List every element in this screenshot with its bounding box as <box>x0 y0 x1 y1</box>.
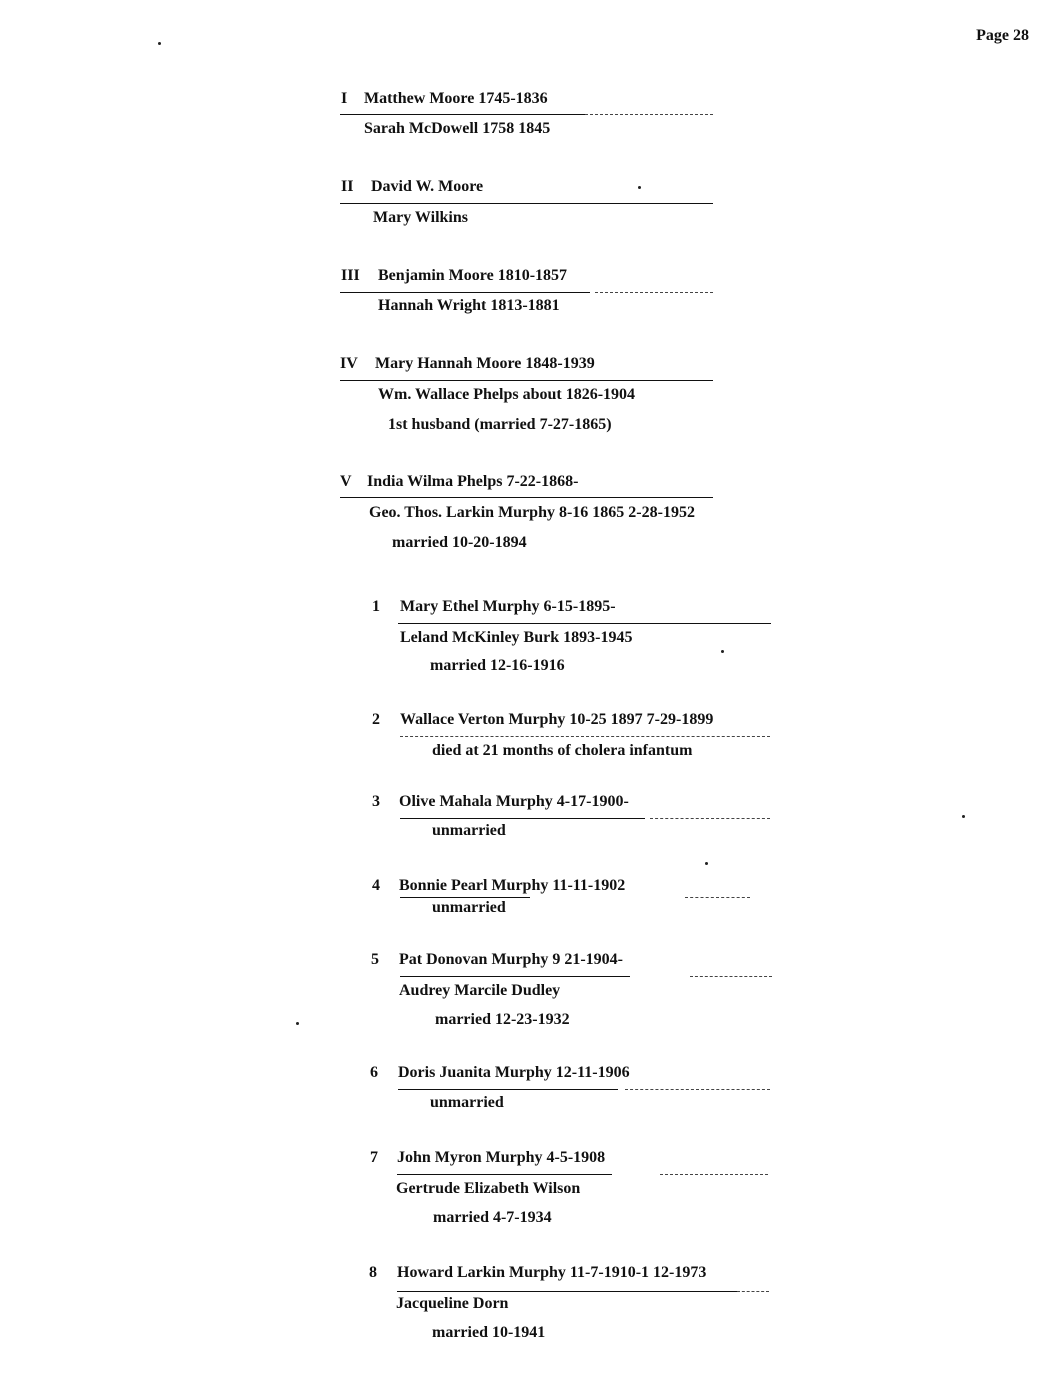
spouse-name: Geo. Thos. Larkin Murphy 8-16 1865 2-28-1952 <box>369 504 695 521</box>
scan-speck <box>705 862 708 865</box>
child-number: 6 <box>370 1064 378 1081</box>
marriage-note: 1st husband (married 7-27-1865) <box>388 416 612 433</box>
divider-line <box>625 1089 770 1090</box>
divider-line <box>595 292 713 293</box>
child-name: Howard Larkin Murphy 11-7-1910-1 12-1973 <box>397 1264 707 1281</box>
scan-speck <box>721 650 724 653</box>
marriage-note: married 12-23-1932 <box>435 1011 570 1028</box>
divider-line <box>690 976 772 977</box>
page-number: Page 28 <box>976 27 1029 44</box>
ancestor-name: David W. Moore <box>371 178 484 195</box>
spouse-name: Gertrude Elizabeth Wilson <box>396 1180 581 1197</box>
child-name: John Myron Murphy 4-5-1908 <box>397 1149 606 1166</box>
child-name: Olive Mahala Murphy 4-17-1900- <box>399 793 629 810</box>
child-number: 1 <box>372 598 380 615</box>
divider-line <box>340 114 585 115</box>
death-note: died at 21 months of cholera infantum <box>432 742 693 759</box>
ancestor-name: Mary Hannah Moore 1848-1939 <box>375 355 595 372</box>
marriage-note: married 4-7-1934 <box>433 1209 552 1226</box>
child-name: Mary Ethel Murphy 6-15-1895- <box>400 598 616 615</box>
ancestor-name: India Wilma Phelps 7-22-1868- <box>367 473 579 490</box>
generation-numeral: III <box>341 267 360 284</box>
divider-line <box>340 497 713 498</box>
child-name: Doris Juanita Murphy 12-11-1906 <box>398 1064 630 1081</box>
divider-line <box>400 976 630 977</box>
divider-line <box>340 292 590 293</box>
generation-numeral: V <box>340 473 352 490</box>
child-number: 4 <box>372 877 380 894</box>
scan-speck <box>638 186 641 189</box>
divider-line <box>340 203 713 204</box>
divider-line <box>397 1291 737 1292</box>
divider-line <box>397 1174 612 1175</box>
child-name: Wallace Verton Murphy 10-25 1897 7-29-1899 <box>400 711 714 728</box>
divider-line <box>585 114 713 115</box>
spouse-name: Sarah McDowell 1758 1845 <box>364 120 551 137</box>
spouse-name: Audrey Marcile Dudley <box>399 982 561 999</box>
generation-numeral: II <box>341 178 354 195</box>
divider-line <box>340 380 713 381</box>
spouse-name: Leland McKinley Burk 1893-1945 <box>400 629 633 646</box>
child-name: Bonnie Pearl Murphy 11-11-1902 <box>399 877 626 894</box>
child-name: Pat Donovan Murphy 9 21-1904- <box>399 951 624 968</box>
child-number: 5 <box>371 951 379 968</box>
status-note: unmarried <box>430 1094 504 1111</box>
spouse-name: Wm. Wallace Phelps about 1826-1904 <box>378 386 636 403</box>
spouse-name: Hannah Wright 1813-1881 <box>378 297 560 314</box>
ancestor-name: Benjamin Moore 1810-1857 <box>378 267 568 284</box>
marriage-note: married 10-1941 <box>432 1324 546 1341</box>
scan-speck <box>296 1022 299 1025</box>
status-note: unmarried <box>432 899 506 916</box>
spouse-name: Mary Wilkins <box>373 209 468 226</box>
child-number: 8 <box>369 1264 377 1281</box>
scan-speck <box>158 42 161 45</box>
generation-numeral: I <box>341 90 348 107</box>
child-number: 7 <box>370 1149 378 1166</box>
divider-line <box>400 736 770 737</box>
divider-line <box>400 818 645 819</box>
divider-line <box>398 1089 618 1090</box>
divider-line <box>685 897 750 898</box>
child-number: 2 <box>372 711 380 728</box>
generation-numeral: IV <box>340 355 358 372</box>
ancestor-name: Matthew Moore 1745-1836 <box>364 90 548 107</box>
scan-speck <box>962 815 965 818</box>
spouse-name: Jacqueline Dorn <box>396 1295 509 1312</box>
divider-line <box>660 1174 768 1175</box>
divider-line <box>398 623 771 624</box>
divider-line <box>650 818 770 819</box>
divider-line <box>737 1291 769 1292</box>
marriage-note: married 12-16-1916 <box>430 657 565 674</box>
marriage-note: married 10-20-1894 <box>392 534 527 551</box>
status-note: unmarried <box>432 822 506 839</box>
child-number: 3 <box>372 793 380 810</box>
